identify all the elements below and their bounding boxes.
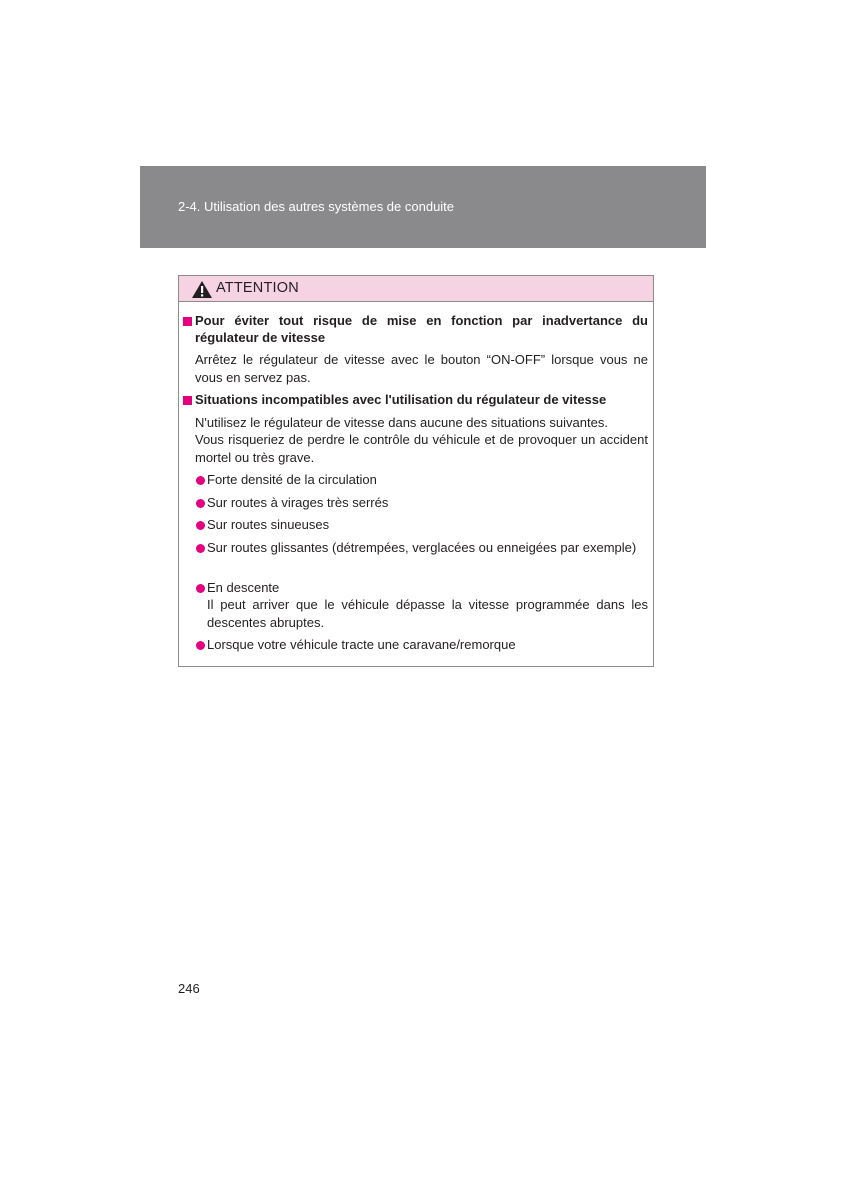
bullet-dot — [196, 521, 205, 530]
section-body: Arrêtez le régulateur de vitesse avec le bouton “ON-OFF” lorsque vous ne vous en servez pas. — [195, 352, 648, 385]
section-body-line: Vous risqueriez de perdre le contrôle du véhicule et de provoquer un accident mortel ou très grave. — [195, 432, 648, 465]
attention-header — [179, 276, 653, 302]
page-number: 246 — [178, 981, 200, 996]
bullet-dot — [196, 584, 205, 593]
section-heading: Pour éviter tout risque de mise en fonction par inadvertance du régulateur de vitesse — [195, 313, 648, 345]
list-item: Sur routes sinueuses — [207, 517, 330, 532]
attention-label: ATTENTION — [216, 280, 299, 296]
section-marker-square — [183, 317, 192, 326]
list-item: En descente — [207, 580, 280, 595]
section-title: 2-4. Utilisation des autres systèmes de conduite — [178, 199, 455, 214]
list-item: Sur routes à virages très serrés — [207, 495, 389, 510]
list-item: Sur routes glissantes (détrempées, verglacées ou enneigées par exemple) — [207, 540, 637, 555]
list-item-note: Il peut arriver que le véhicule dépasse la vitesse programmée dans les descentes abruptes. — [207, 597, 648, 630]
section-body-line: N'utilisez le régulateur de vitesse dans aucune des situations suivantes. — [195, 415, 608, 430]
section-heading: Situations incompatibles avec l'utilisation du régulateur de vitesse — [195, 392, 607, 407]
bullet-dot — [196, 641, 205, 650]
list-item: Forte densité de la circulation — [207, 472, 377, 487]
bullet-dot — [196, 476, 205, 485]
list-item: Lorsque votre véhicule tracte une caravane/remorque — [207, 637, 516, 652]
warning-triangle-icon — [191, 280, 213, 299]
section-header-band — [140, 166, 706, 248]
attention-box — [178, 275, 654, 667]
bullet-dot — [196, 499, 205, 508]
bullet-dot — [196, 544, 205, 553]
section-marker-square — [183, 396, 192, 405]
